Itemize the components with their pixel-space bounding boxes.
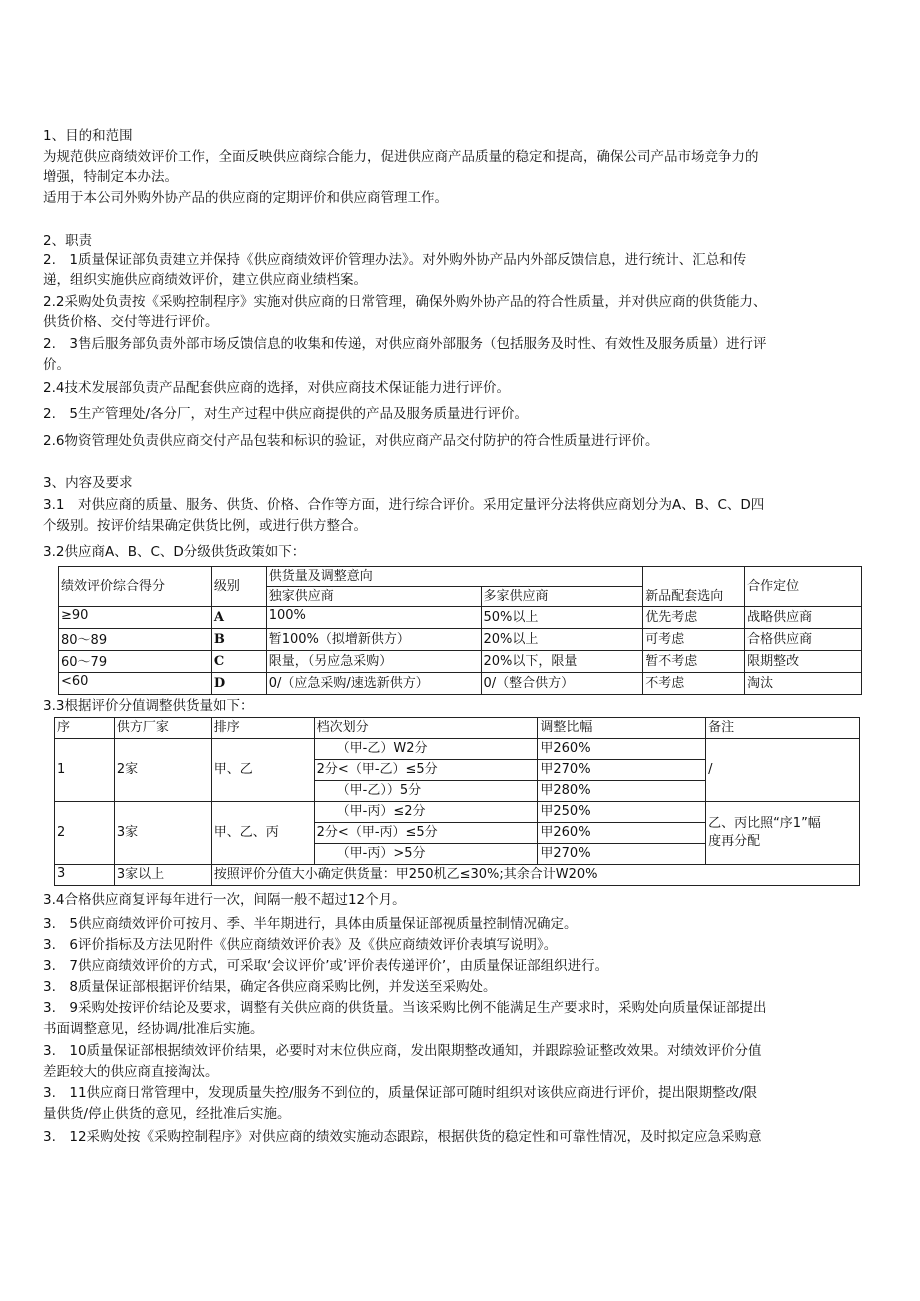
note-line: 度再分配	[708, 834, 761, 849]
header-level: 级别	[211, 567, 266, 607]
cell-grade: 2分<（甲-丙）≤5分	[314, 823, 538, 844]
item-3-4: 3.4合格供应商复评每年进行一次，间隔一般不超过12个月。	[43, 892, 406, 908]
cell-ratio: 甲280%	[538, 781, 706, 802]
item-2-1-cont: 递，组织实施供应商绩效评价，建立供应商业绩档案。	[43, 272, 367, 288]
cell-single: 0/（应急采购/速选新供方）	[266, 673, 481, 695]
cell-grade: （甲-丙）≤2分	[314, 802, 538, 823]
cell-score: ≥90	[59, 607, 212, 629]
item-3-8: 3. 8质量保证部根据评价结果，确定各供应商采购比例，并发送至采购处。	[43, 979, 497, 995]
cell-multi: 20%以上	[481, 629, 643, 651]
cell-seq: 1	[55, 739, 115, 802]
item-3-11-cont: 量供货/停止供货的意见，经批准后实施。	[43, 1106, 291, 1122]
cell-multi: 0/（整合供方）	[481, 673, 643, 695]
header-ratio: 调整比幅	[538, 718, 706, 739]
item-3-7: 3. 7供应商绩效评价的方式，可采取‘会议评价’或’评价表传递评价’，由质量保证部组织进行。	[43, 958, 609, 974]
cell-vendors: 3家以上	[114, 865, 211, 886]
cell-note: /	[706, 739, 860, 802]
table-row	[59, 607, 862, 629]
item-3-9: 3. 9采购处按评价结论及要求，调整有关供应商的供货量。当该采购比例不能满足生产要求时，采购处向质量保证部提出	[43, 1000, 767, 1016]
table-header-row	[55, 718, 860, 739]
item-3-11: 3. 11供应商日常管理中，发现质量失控/服务不到位的，质量保证部可随时组织对该供应商进行评价，提出限期整改/限	[43, 1085, 758, 1101]
cell-single: 暂100%（拟增新供方）	[266, 629, 481, 651]
header-cooperation: 合作定位	[745, 567, 862, 607]
cell-level: B	[211, 629, 266, 651]
cell-single: 100%	[266, 607, 481, 629]
cell-ratio: 甲270%	[538, 760, 706, 781]
item-3-5: 3. 5供应商绩效评价可按月、季、半年期进行，具体由质量保证部视质量控制情况确定。	[43, 916, 578, 932]
section-1-paragraph: 为规范供应商绩效评价工作，全面反映供应商综合能力，促进供应商产品质量的稳定和提高，确保公司产品市场竞争力的	[43, 149, 759, 165]
cell-multi: 20%以下，限量	[481, 651, 643, 673]
table-header-row	[59, 567, 862, 587]
item-2-4: 2.4技术发展部负责产品配套供应商的选择，对供应商技术保证能力进行评价。	[43, 380, 510, 396]
grade-policy-table	[58, 566, 862, 695]
item-2-6: 2.6物资管理处负责供应商交付产品包装和标识的验证，对供应商产品交付防护的符合性质量进行评价。	[43, 433, 659, 449]
cell-ratio: 甲270%	[538, 844, 706, 865]
cell-score: <60	[59, 673, 212, 695]
cell-seq: 2	[55, 802, 115, 865]
item-3-1: 3.1 对供应商的质量、服务、供货、价格、合作等方面，进行综合评价。采用定量评分法将供应商划分为A、B、C、D四	[43, 497, 765, 513]
item-3-2: 3.2供应商A、B、C、D分级供货政策如下：	[43, 544, 306, 560]
table-row	[59, 651, 862, 673]
item-2-1: 2. 1质量保证部负责建立并保持《供应商绩效评价管理办法》。对外购外协产品内外部反馈信息，进行统计、汇总和传	[43, 252, 747, 268]
cell-coop: 战略供应商	[745, 607, 862, 629]
header-multi-supplier: 多家供应商	[481, 587, 643, 607]
item-2-3: 2. 3售后服务部负责外部市场反馈信息的收集和传递，对供应商外部服务（包括服务及时性、有效性及服务质量）进行评	[43, 336, 767, 352]
item-3-10-cont: 差距较大的供应商直接淘汰。	[43, 1064, 219, 1080]
section-1-paragraph-cont: 增强，特制定本办法。	[43, 169, 178, 185]
header-vendors: 供方厂家	[114, 718, 211, 739]
cell-vendors: 3家	[114, 802, 211, 865]
item-3-6: 3. 6评价指标及方法见附件《供应商绩效评价表》及《供应商绩效评价表填写说明》。	[43, 937, 558, 953]
cell-grade: （甲-乙））5分	[314, 781, 538, 802]
item-3-9-cont: 书面调整意见，经协调/批准后实施。	[43, 1021, 264, 1037]
item-2-2: 2.2采购处负责按《采购控制程序》实施对供应商的日常管理，确保外购外协产品的符合性质量，并对供应商的供货能力、	[43, 294, 767, 310]
table-row	[55, 865, 860, 886]
cell-coop: 合格供应商	[745, 629, 862, 651]
cell-order: 甲、乙	[211, 739, 314, 802]
table-row	[59, 629, 862, 651]
item-3-1-cont: 个级别。按评价结果确定供货比例，或进行供方整合。	[43, 518, 367, 534]
cell-score: 80～89	[59, 629, 212, 651]
cell-ratio: 甲250%	[538, 802, 706, 823]
cell-score: 60～79	[59, 651, 212, 673]
section-1-scope: 适用于本公司外购外协产品的供应商的定期评价和供应商管理工作。	[43, 190, 448, 206]
header-grade: 档次划分	[314, 718, 538, 739]
header-seq: 序	[55, 718, 115, 739]
header-note: 备注	[706, 718, 860, 739]
table-row	[55, 739, 860, 760]
item-3-10: 3. 10质量保证部根据绩效评价结果，必要时对末位供应商，发出限期整改通知，并跟踪验证整改效果。对绩效评价分值	[43, 1043, 762, 1059]
cell-multi: 50%以上	[481, 607, 643, 629]
note-line: 乙、丙比照“序1”幅	[708, 816, 821, 831]
cell-level: A	[211, 607, 266, 629]
item-3-3: 3.3根据评价分值调整供货量如下：	[43, 698, 254, 714]
header-order: 排序	[211, 718, 314, 739]
cell-ratio: 甲260%	[538, 823, 706, 844]
cell-new: 可考虑	[643, 629, 745, 651]
header-supply: 供货量及调整意向	[266, 567, 643, 587]
section-2-heading: 2、职责	[43, 233, 93, 249]
table-row	[59, 673, 862, 695]
item-2-2-cont: 供货价格、交付等进行评价。	[43, 314, 219, 330]
section-3-heading: 3、内容及要求	[43, 475, 133, 491]
table-row	[55, 802, 860, 823]
cell-new: 优先考虑	[643, 607, 745, 629]
cell-coop: 淘汰	[745, 673, 862, 695]
cell-level: C	[211, 651, 266, 673]
item-3-12: 3. 12采购处按《采购控制程序》对供应商的绩效实施动态跟踪，根据供货的稳定性和可靠性情况，及时拟定应急采购意	[43, 1129, 762, 1145]
header-score: 绩效评价综合得分	[59, 567, 212, 607]
header-new-product: 新品配套选向	[643, 567, 745, 607]
item-2-3-cont: 价。	[43, 357, 70, 373]
cell-rule: 按照评价分值大小确定供货量：甲250机乙≤30%;其余合计W20%	[211, 865, 859, 886]
cell-level: D	[211, 673, 266, 695]
cell-single: 限量，（另应急采购）	[266, 651, 481, 673]
cell-note	[706, 802, 860, 865]
supply-adjustment-table	[54, 717, 860, 886]
item-2-5: 2. 5生产管理处/各分厂，对生产过程中供应商提供的产品及服务质量进行评价。	[43, 406, 529, 422]
cell-grade: 2分<（甲-乙）≤5分	[314, 760, 538, 781]
cell-new: 不考虑	[643, 673, 745, 695]
header-single-supplier: 独家供应商	[266, 587, 481, 607]
cell-coop: 限期整改	[745, 651, 862, 673]
cell-grade: （甲-乙）W2分	[314, 739, 538, 760]
cell-grade: （甲-丙）>5分	[314, 844, 538, 865]
cell-order: 甲、乙、丙	[211, 802, 314, 865]
section-1-heading: 1、目的和范围	[43, 128, 133, 144]
cell-new: 暂不考虑	[643, 651, 745, 673]
cell-ratio: 甲260%	[538, 739, 706, 760]
cell-seq: 3	[55, 865, 115, 886]
cell-vendors: 2家	[114, 739, 211, 802]
